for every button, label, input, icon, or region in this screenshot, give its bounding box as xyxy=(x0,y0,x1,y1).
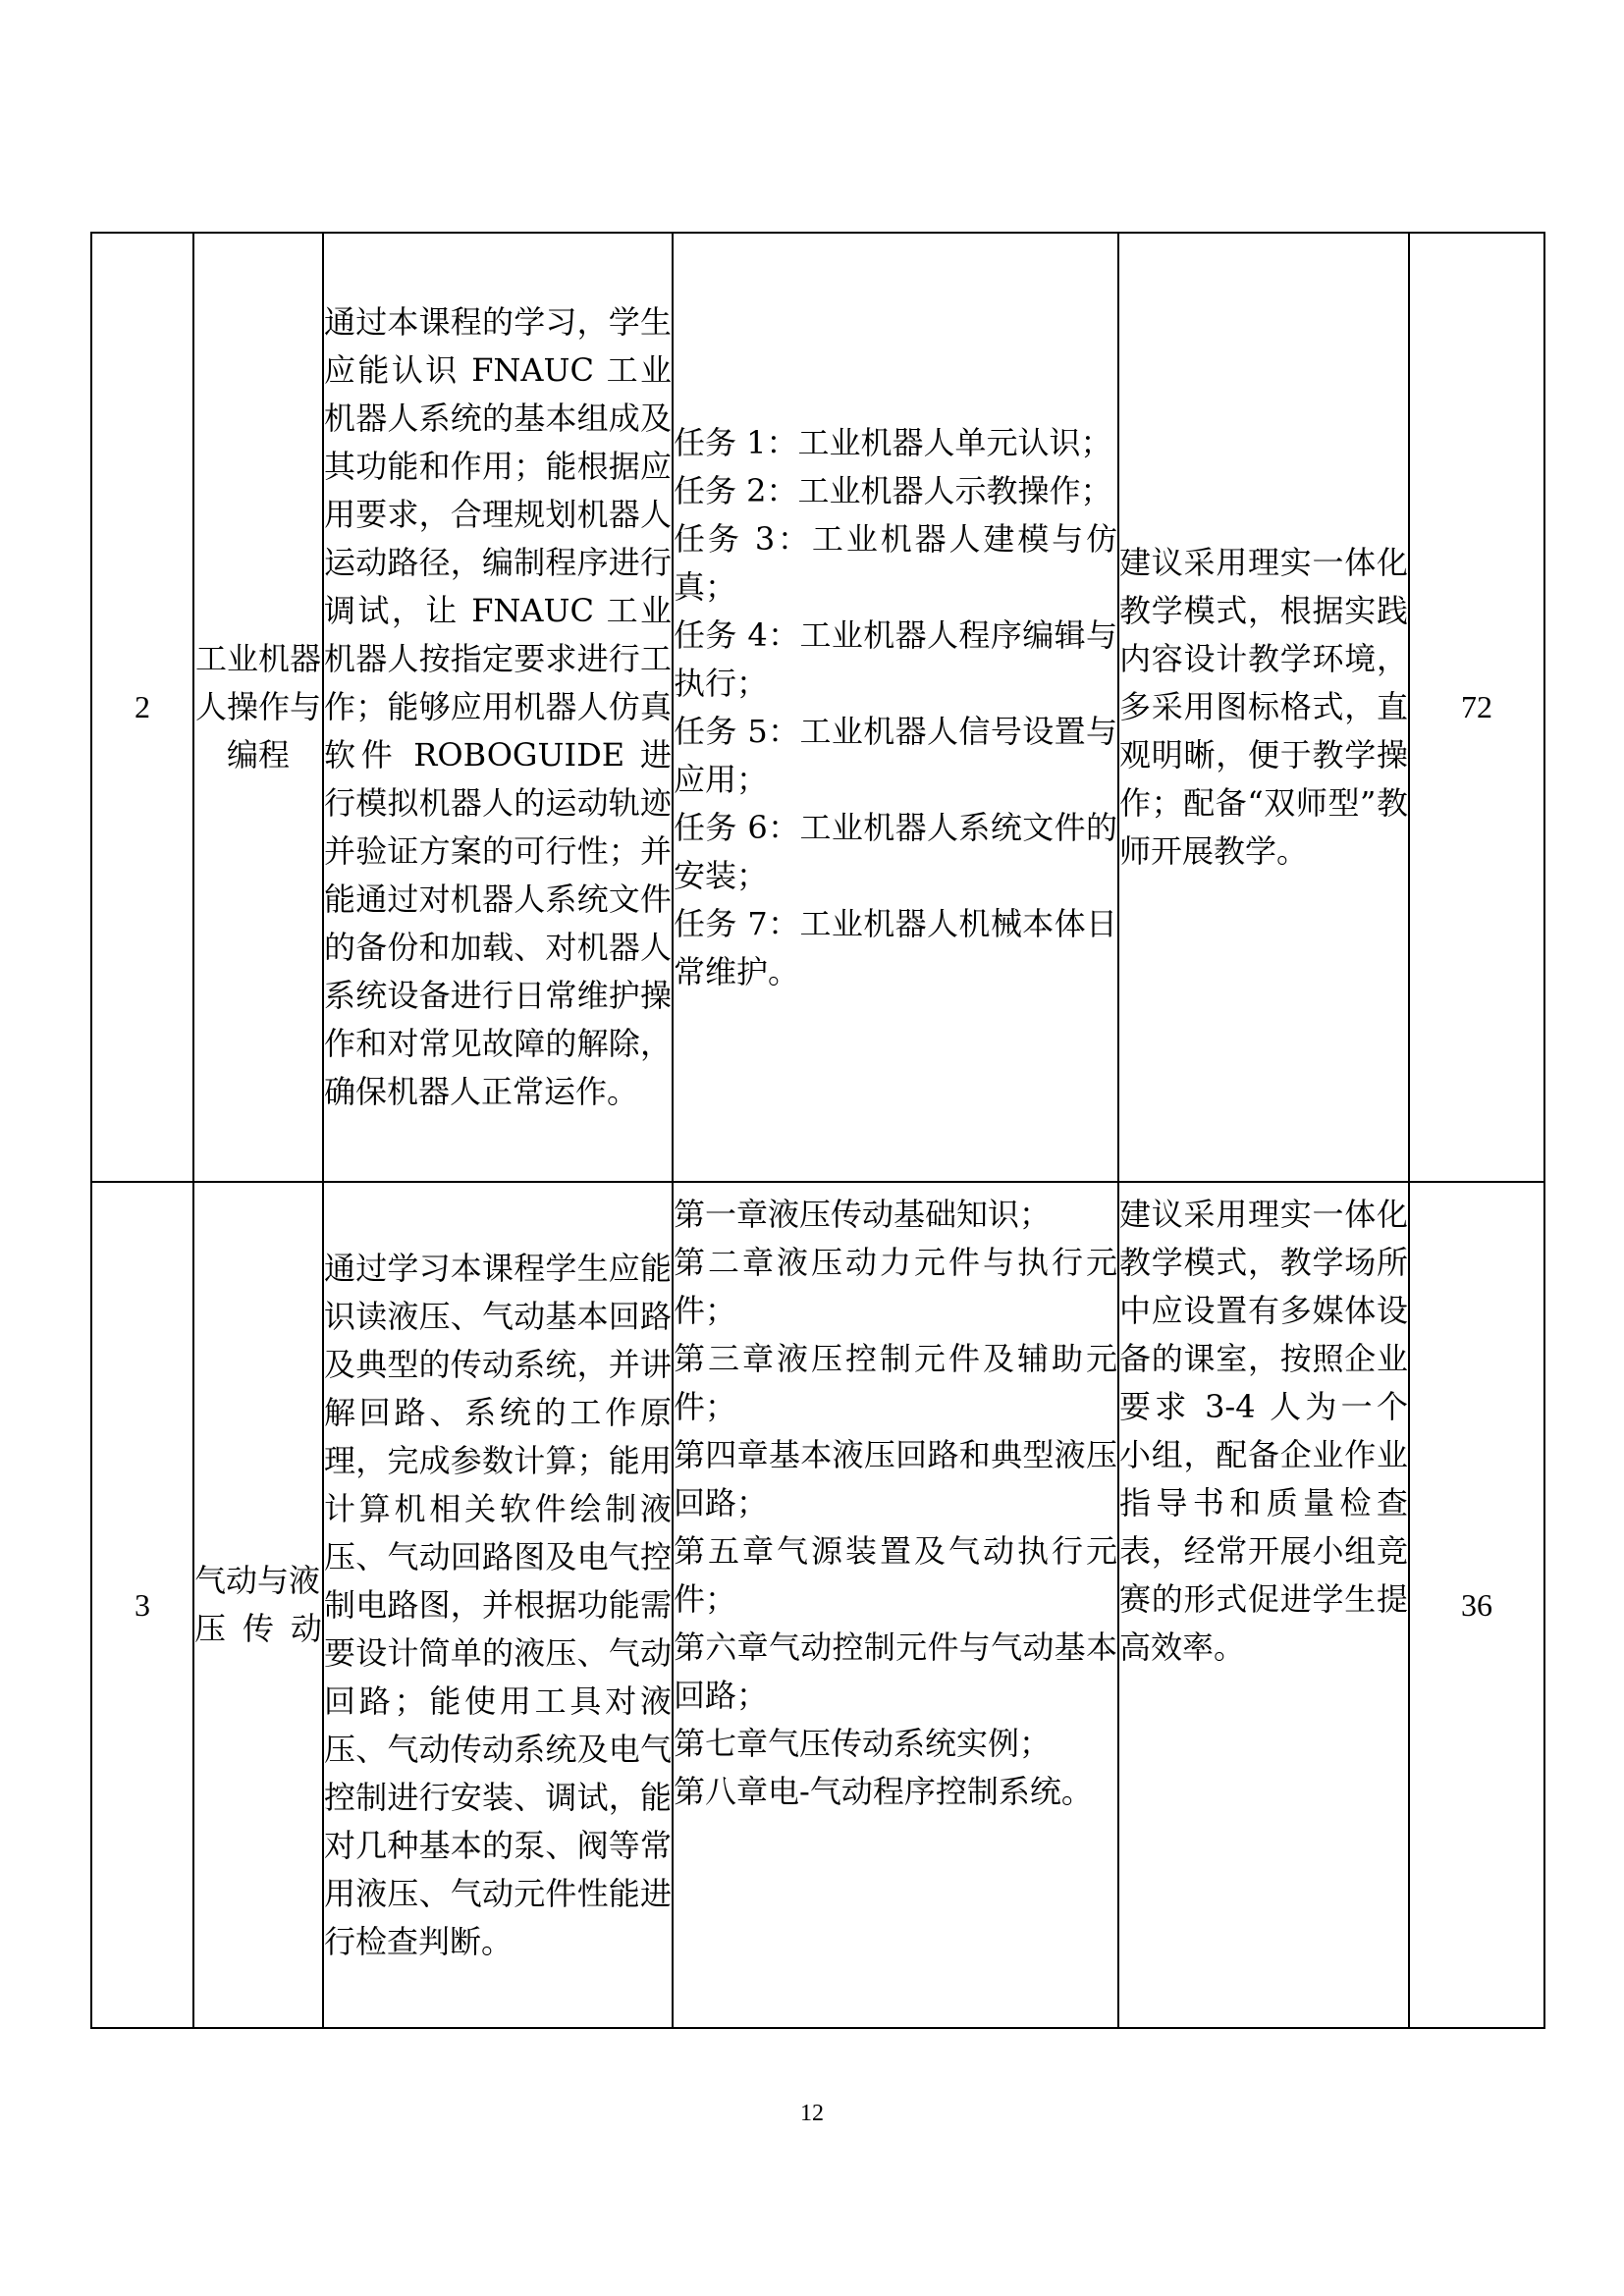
content-item: 任务 2：工业机器人示教操作； xyxy=(674,471,1112,509)
course-name: 工业机器人操作与编程 xyxy=(193,233,323,1182)
course-content xyxy=(673,1182,1118,2028)
course-objective: 通过学习本课程学生应能识读液压、气动基本回路及典型的传动系统，并讲解回路、系统的工作原理，完成参数计算；能用计算机相关软件绘制液压、气动回路图及电气控制电路图，并根据功能需要设计简单的液压、气动回路；能使用工具对液压、气动传动系统及电气控制进行安装、调试，能对几种基本的泵、阀等常用液压、气动元件性能进行检查判断。 xyxy=(323,1182,673,2028)
course-table xyxy=(90,232,1545,2029)
content-item: 第二章液压动力元件与执行元件； xyxy=(674,1244,1117,1329)
content-item: 第七章气压传动系统实例； xyxy=(674,1725,1052,1762)
teaching-method: 建议采用理实一体化教学模式，教学场所中应设置有多媒体设备的课室，按照企业要求 3-4 人为一个小组，配备企业作业指导书和质量检查表，经常开展小组竞赛的形式促进学生提高效率。 xyxy=(1118,1182,1409,2028)
course-hours: 36 xyxy=(1409,1182,1544,2028)
content-item: 第一章液压传动基础知识； xyxy=(674,1196,1052,1233)
teaching-method: 建议采用理实一体化教学模式，根据实践内容设计教学环境，多采用图标格式，直观明晰，便于教学操作；配备“双师型”教师开展教学。 xyxy=(1118,233,1409,1182)
course-hours: 72 xyxy=(1409,233,1544,1182)
table-row xyxy=(91,233,1544,1182)
content-item: 任务 6：工业机器人系统文件的安装； xyxy=(674,808,1117,894)
course-number: 2 xyxy=(91,233,193,1182)
course-number: 3 xyxy=(91,1182,193,2028)
content-item: 任务 5：工业机器人信号设置与应用； xyxy=(674,712,1117,798)
page-number: 12 xyxy=(800,2101,824,2126)
content-item: 任务 4：工业机器人程序编辑与执行； xyxy=(674,615,1117,702)
content-item: 第四章基本液压回路和典型液压回路； xyxy=(674,1436,1117,1522)
content-item: 第三章液压控制元件及辅助元件； xyxy=(674,1340,1117,1425)
course-content xyxy=(673,233,1118,1182)
content-item: 任务 1：工业机器人单元认识； xyxy=(674,423,1112,461)
content-item: 第五章气源装置及气动执行元件； xyxy=(674,1532,1117,1618)
content-item: 第八章电-气动程序控制系统。 xyxy=(674,1773,1093,1810)
course-objective: 通过本课程的学习，学生应能认识 FNAUC 工业机器人系统的基本组成及其功能和作用；能根据应用要求，合理规划机器人运动路径，编制程序进行调试，让 FNAUC 工业机器人按指定要求进行工作；能够应用机器人仿真软件 ROBOGUIDE 进行模拟机器人的运动轨迹并验证方案的可行性；并能通过对机器人系统文件的备份和加载、对机器人系统设备进行日常维护操作和对常见故障的解除，确保机器人正常运作。 xyxy=(323,233,673,1182)
content-item: 任务 3：工业机器人建模与仿真； xyxy=(674,519,1117,606)
content-item: 第六章气动控制元件与气动基本回路； xyxy=(674,1629,1117,1714)
content-item: 任务 7：工业机器人机械本体日常维护。 xyxy=(674,904,1117,990)
course-name: 气动与液压传动 xyxy=(193,1182,323,2028)
table-row xyxy=(91,1182,1544,2028)
